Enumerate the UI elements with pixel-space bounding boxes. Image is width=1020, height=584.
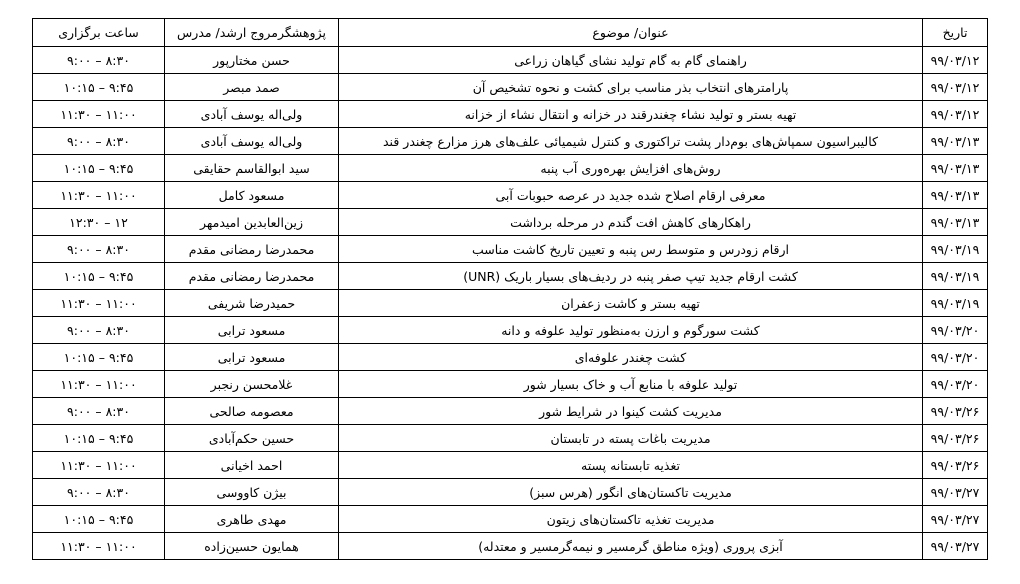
table-row <box>33 398 988 425</box>
cell-researcher: ولی‌اله یوسف آبادی <box>165 101 339 128</box>
table-row <box>33 101 988 128</box>
cell-topic: راهکارهای کاهش افت گندم در مرحله برداشت <box>339 209 923 236</box>
header-date: تاریخ <box>923 19 988 47</box>
cell-date: ۹۹/۰۳/۲۷ <box>923 506 988 533</box>
cell-researcher: حسین حکم‌آبادی <box>165 425 339 452</box>
cell-time: ۹:۴۵ – ۱۰:۱۵ <box>33 344 165 371</box>
cell-date: ۹۹/۰۳/۱۹ <box>923 236 988 263</box>
table-row <box>33 182 988 209</box>
table-row <box>33 344 988 371</box>
cell-date: ۹۹/۰۳/۲۶ <box>923 425 988 452</box>
cell-topic: کشت چغندر علوفه‌ای <box>339 344 923 371</box>
header-topic: عنوان/ موضوع <box>339 19 923 47</box>
header-time: ساعت برگزاری <box>33 19 165 47</box>
cell-researcher: بیژن کاووسی <box>165 479 339 506</box>
header-row <box>33 19 988 47</box>
cell-topic: مدیریت تاکستان‌های انگور (هرس سبز) <box>339 479 923 506</box>
cell-time: ۸:۳۰ – ۹:۰۰ <box>33 236 165 263</box>
cell-time: ۸:۳۰ – ۹:۰۰ <box>33 47 165 74</box>
cell-researcher: معصومه صالحی <box>165 398 339 425</box>
table-row <box>33 236 988 263</box>
cell-date: ۹۹/۰۳/۱۲ <box>923 101 988 128</box>
cell-topic: پارامترهای انتخاب بذر مناسب برای کشت و نحوه تشخیص آن <box>339 74 923 101</box>
cell-date: ۹۹/۰۳/۱۳ <box>923 209 988 236</box>
cell-date: ۹۹/۰۳/۲۰ <box>923 371 988 398</box>
cell-date: ۹۹/۰۳/۲۶ <box>923 398 988 425</box>
cell-topic: مدیریت کشت کینوا در شرایط شور <box>339 398 923 425</box>
cell-time: ۹:۴۵ – ۱۰:۱۵ <box>33 74 165 101</box>
cell-topic: تهیه بستر و تولید نشاء چغندرقند در خزانه و انتقال نشاء از خزانه <box>339 101 923 128</box>
table-row <box>33 290 988 317</box>
cell-date: ۹۹/۰۳/۱۳ <box>923 155 988 182</box>
cell-date: ۹۹/۰۳/۱۲ <box>923 47 988 74</box>
cell-topic: روش‌های افزایش بهره‌وری آب پنبه <box>339 155 923 182</box>
cell-time: ۸:۳۰ – ۹:۰۰ <box>33 398 165 425</box>
cell-researcher: صمد مبصر <box>165 74 339 101</box>
cell-topic: راهنمای گام به گام تولید نشای گیاهان زراعی <box>339 47 923 74</box>
cell-topic: تغذیه تابستانه پسته <box>339 452 923 479</box>
cell-time: ۱۱:۰۰ – ۱۱:۳۰ <box>33 533 165 560</box>
cell-date: ۹۹/۰۳/۲۰ <box>923 344 988 371</box>
cell-topic: آبزی پروری (ویژه مناطق گرمسیر و نیمه‌گرمسیر و معتدله) <box>339 533 923 560</box>
cell-time: ۹:۴۵ – ۱۰:۱۵ <box>33 425 165 452</box>
table-row <box>33 128 988 155</box>
table-row <box>33 371 988 398</box>
cell-time: ۸:۳۰ – ۹:۰۰ <box>33 479 165 506</box>
cell-topic: کشت سورگوم و ارزن به‌منظور تولید علوفه و دانه <box>339 317 923 344</box>
table-row <box>33 317 988 344</box>
cell-time: ۹:۴۵ – ۱۰:۱۵ <box>33 155 165 182</box>
cell-time: ۱۱:۰۰ – ۱۱:۳۰ <box>33 371 165 398</box>
table-row <box>33 74 988 101</box>
table-row <box>33 506 988 533</box>
cell-time: ۹:۴۵ – ۱۰:۱۵ <box>33 506 165 533</box>
cell-time: ۸:۳۰ – ۹:۰۰ <box>33 128 165 155</box>
cell-date: ۹۹/۰۳/۲۷ <box>923 479 988 506</box>
cell-topic: کالیبراسیون سمپاش‌های بوم‌دار پشت تراکتوری و کنترل شیمیائی علف‌های هرز مزارع چغندر قند <box>339 128 923 155</box>
cell-researcher: محمدرضا رمضانی مقدم <box>165 236 339 263</box>
cell-researcher: زین‌العابدین امیدمهر <box>165 209 339 236</box>
table-row <box>33 479 988 506</box>
cell-date: ۹۹/۰۳/۲۰ <box>923 317 988 344</box>
table-header <box>33 19 988 47</box>
cell-time: ۸:۳۰ – ۹:۰۰ <box>33 317 165 344</box>
cell-researcher: محمدرضا رمضانی مقدم <box>165 263 339 290</box>
schedule-table <box>32 18 988 560</box>
cell-topic: کشت ارقام جدید تیپ صفر پنبه در ردیف‌های بسیار باریک (UNR) <box>339 263 923 290</box>
cell-date: ۹۹/۰۳/۱۹ <box>923 263 988 290</box>
cell-topic: تهیه بستر و کاشت زعفران <box>339 290 923 317</box>
cell-time: ۱۱:۰۰ – ۱۱:۳۰ <box>33 101 165 128</box>
cell-date: ۹۹/۰۳/۱۹ <box>923 290 988 317</box>
table-row <box>33 209 988 236</box>
cell-time: ۱۲ – ۱۲:۳۰ <box>33 209 165 236</box>
cell-topic: ارقام زودرس و متوسط رس پنبه و تعیین تاریخ کاشت مناسب <box>339 236 923 263</box>
cell-time: ۱۱:۰۰ – ۱۱:۳۰ <box>33 452 165 479</box>
cell-topic: معرفی ارقام اصلاح شده جدید در عرصه حبوبات آبی <box>339 182 923 209</box>
table-row <box>33 47 988 74</box>
cell-time: ۱۱:۰۰ – ۱۱:۳۰ <box>33 182 165 209</box>
cell-researcher: مسعود کامل <box>165 182 339 209</box>
cell-date: ۹۹/۰۳/۱۲ <box>923 74 988 101</box>
cell-date: ۹۹/۰۳/۲۶ <box>923 452 988 479</box>
table-body <box>33 47 988 560</box>
table-row <box>33 452 988 479</box>
cell-researcher: همایون حسین‌زاده <box>165 533 339 560</box>
cell-researcher: مسعود ترابی <box>165 344 339 371</box>
cell-researcher: ولی‌اله یوسف آبادی <box>165 128 339 155</box>
table-row <box>33 263 988 290</box>
cell-time: ۱۱:۰۰ – ۱۱:۳۰ <box>33 290 165 317</box>
cell-researcher: حمیدرضا شریفی <box>165 290 339 317</box>
header-researcher: پژوهشگرمروج ارشد/ مدرس <box>165 19 339 47</box>
cell-topic: مدیریت تغذیه تاکستان‌های زیتون <box>339 506 923 533</box>
cell-date: ۹۹/۰۳/۱۳ <box>923 128 988 155</box>
cell-topic: تولید علوفه با منابع آب و خاک بسیار شور <box>339 371 923 398</box>
cell-researcher: مهدی طاهری <box>165 506 339 533</box>
table-row <box>33 533 988 560</box>
cell-topic: مدیریت باغات پسته در تابستان <box>339 425 923 452</box>
cell-researcher: احمد اخیانی <box>165 452 339 479</box>
table-row <box>33 155 988 182</box>
table-row <box>33 425 988 452</box>
cell-researcher: مسعود ترابی <box>165 317 339 344</box>
cell-date: ۹۹/۰۳/۱۳ <box>923 182 988 209</box>
cell-time: ۹:۴۵ – ۱۰:۱۵ <box>33 263 165 290</box>
cell-researcher: سید ابوالقاسم حقایقی <box>165 155 339 182</box>
cell-date: ۹۹/۰۳/۲۷ <box>923 533 988 560</box>
cell-researcher: حسن مختارپور <box>165 47 339 74</box>
cell-researcher: غلامحسن رنجبر <box>165 371 339 398</box>
